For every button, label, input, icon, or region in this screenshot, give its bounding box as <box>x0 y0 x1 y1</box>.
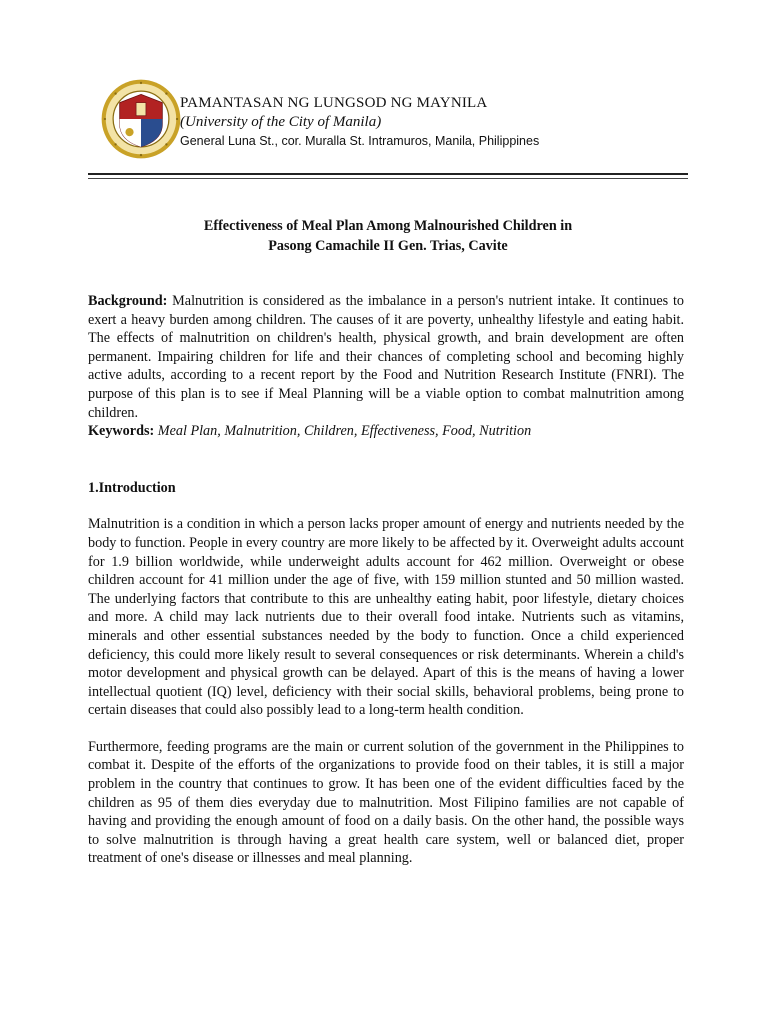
header-divider-thin <box>88 178 688 179</box>
intro-paragraph-1: Malnutrition is a condition in which a person lacks proper amount of energy and nutrients needed by the body to function. People in every country are more likely to be affected by it. Overweight adults account for 1.9 billion worldwide, while underweight adults account for 462 million. Overweight or obese children account for 41 million under the age of five, with 159 million stunted and 50 million wasted. The underlying factors that contribute to this are unhealthy eating habit, poor lifestyle, dietary choices and more. A child may lack nutrients due to their overall food intake. Nutrients such as vitamins, minerals and other essential substances needed by the body to function. Once a child experienced deficiency, this could more likely result to several consequences or risk determinants. Wherein a child's motor development and physical growth can be delayed. Apart of this is the means of having a lower intellectual quotient (IQ) level, deficiency with their social skills, behavioral problems, being prone to certain diseases that could also possibly lead to a long-term health condition. <box>88 516 684 719</box>
title-line-2: Pasong Camachile II Gen. Trias, Cavite <box>268 238 508 254</box>
background-paragraph <box>88 292 684 422</box>
letterhead <box>180 95 539 148</box>
title-line-1: Effectiveness of Meal Plan Among Malnourished Children in <box>203 218 573 234</box>
header-divider-thick <box>88 173 688 175</box>
intro-paragraph-2: Furthermore, feeding programs are the main or current solution of the government in the Philippines to combat it. Despite of the efforts of the organizations to provide food on their tables, it is still a major problem in the country that continues to grow. It has been one of the evident difficulties faced by the children as 95 of them dies everyday due to malnutrition. Most Filipino families are not capable of having and providing the enough amount of food on a daily basis. On the other hand, the possible ways to solve malnutrition is through having a great health care system, well or balanced diet, proper treatment of one's disease or illnesses and meal planning. <box>88 738 684 867</box>
university-name: PAMANTASAN NG LUNGSOD NG MAYNILA <box>180 95 488 111</box>
section-heading-introduction: 1.Introduction <box>88 479 176 496</box>
paper-title <box>88 216 688 256</box>
keywords-label: Keywords: <box>88 423 155 440</box>
university-english-name: (University of the City of Manila) <box>180 114 382 130</box>
keywords-line <box>88 422 684 441</box>
university-seal-logo <box>100 78 182 160</box>
paper-body <box>88 292 684 868</box>
background-text: Malnutrition is considered as the imbalance in a person's nutrient intake. It continues to exert a heavy burden among children. The causes of it are poverty, unhealthy lifestyle and eating habit. The effects of malnutrition on children's health, physical growth, and brain development are often permanent. Impairing children for life and their chances of completing school and becoming highly active adults, according to a recent report by the Food and Nutrition Research Institute (FNRI). The purpose of this plan is to see if Meal Planning will be a viable option to combat malnutrition among children. <box>88 293 685 421</box>
keywords-text: Meal Plan, Malnutrition, Children, Effectiveness, Food, Nutrition <box>157 423 532 440</box>
university-address: General Luna St., cor. Muralla St. Intramuros, Manila, Philippines <box>180 134 540 148</box>
background-label: Background: <box>88 293 168 309</box>
